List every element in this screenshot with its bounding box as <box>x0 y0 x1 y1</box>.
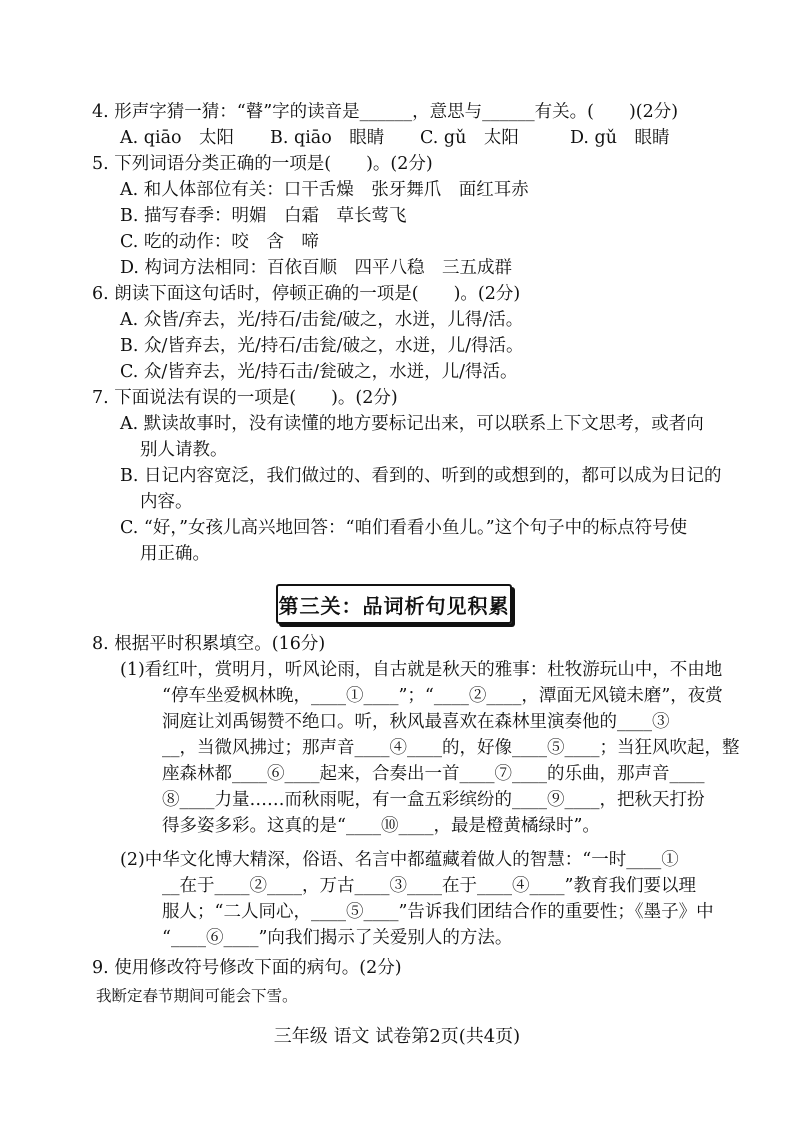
q7-option-a: A. 默读故事时，没有读懂的地方要标记出来，可以联系上下文思考，或者向 <box>120 414 704 434</box>
q8-stem: 8. 根据平时积累填空。(16分) <box>92 634 326 654</box>
q8-p1-line-7: 得多姿多彩。这真的是“____⑩____，最是橙黄橘绿时”。 <box>162 816 600 836</box>
q6-option-c: C. 众/皆弃去，光/持石击/瓮破之，水迸，儿/得活。 <box>120 362 518 382</box>
q4-stem: 4. 形声字猜一猜：“瞽”字的读音是______，意思与______有关。( )(2分) <box>92 102 679 122</box>
q9-sentence: 我断定春节期间可能会下雪。 <box>96 987 298 1005</box>
q4-option-a: A. qiāo 太阳 <box>120 128 235 148</box>
q7-stem: 7. 下面说法有误的一项是( )。(2分) <box>92 388 398 408</box>
q4-option-d: D. gǔ 眼睛 <box>570 128 670 148</box>
q5-stem: 5. 下列词语分类正确的一项是( )。(2分) <box>92 154 433 174</box>
q5-option-b: B. 描写春季：明媚 白霜 草长莺飞 <box>120 206 407 226</box>
q8-p2-line-4: “____⑥____”向我们揭示了关爱别人的方法。 <box>162 928 513 948</box>
q8-p1-line-4: __，当微风拂过；那声音____④____的，好像____⑤____；当狂风吹起，整 <box>162 738 740 758</box>
q6-stem: 6. 朗读下面这句话时，停顿正确的一项是( )。(2分) <box>92 284 521 304</box>
q7-option-c-cont: 用正确。 <box>140 544 210 564</box>
q9-stem: 9. 使用修改符号修改下面的病句。(2分) <box>92 958 402 978</box>
q8-p1-line-5: 座森林都____⑥____起来，合奏出一首____⑦____的乐曲，那声音____ <box>162 764 705 784</box>
q4-option-c: C. gǔ 太阳 <box>420 128 519 148</box>
q8-p1-line-6: ⑧____力量……而秋雨呢，有一盒五彩缤纷的____⑨____，把秋天打扮 <box>162 790 705 810</box>
q7-option-a-cont: 别人请教。 <box>140 440 228 460</box>
q6-option-a: A. 众皆/弃去，光/持石/击瓮/破之，水迸，儿得/活。 <box>120 310 524 330</box>
q8-p1-line-2: “停车坐爱枫林晚，____①____”；“____②____，潭面无风镜未磨”，夜赏 <box>162 686 723 706</box>
q7-option-b-cont: 内容。 <box>140 492 193 512</box>
page-footer: 三年级 语文 试卷第2页(共4页) <box>273 1026 521 1047</box>
q6-option-b: B. 众/皆弃去，光/持石/击瓮/破之，水迸，儿/得活。 <box>120 336 524 356</box>
q8-p1-line-1: (1)看红叶，赏明月，听风论雨，自古就是秋天的雅事：杜牧游玩山中，不由地 <box>120 660 723 680</box>
q8-p2-line-1: (2)中华文化博大精深，俗语、名言中都蕴藏着做人的智慧：“一时____① <box>120 850 679 870</box>
q5-option-c: C. 吃的动作：咬 含 啼 <box>120 232 319 252</box>
q8-p1-line-3: 洞庭让刘禹锡赞不绝口。听，秋风最喜欢在森林里演奏他的____③ <box>162 712 670 732</box>
q7-option-b: B. 日记内容宽泛，我们做过的、看到的、听到的或想到的，都可以成为日记的 <box>120 466 722 486</box>
q8-p2-line-3: 服人；“二人同心，____⑤____”告诉我们团结合作的重要性；《墨子》中 <box>162 902 714 922</box>
q7-option-c: C. “好，”女孩儿高兴地回答：“咱们看看小鱼儿。”这个句子中的标点符号使 <box>120 518 688 538</box>
section-title: 第三关：品词析句见积累 <box>276 584 512 624</box>
q5-option-a: A. 和人体部位有关：口干舌燥 张牙舞爪 面红耳赤 <box>120 180 529 200</box>
q8-p2-line-2: __在于____②____，万古____③____在于____④____”教育我们要以理 <box>162 876 696 896</box>
q4-option-b: B. qiāo 眼睛 <box>270 128 385 148</box>
q5-option-d: D. 构词方法相同：百依百顺 四平八稳 三五成群 <box>120 258 513 278</box>
q4-options <box>120 125 760 151</box>
